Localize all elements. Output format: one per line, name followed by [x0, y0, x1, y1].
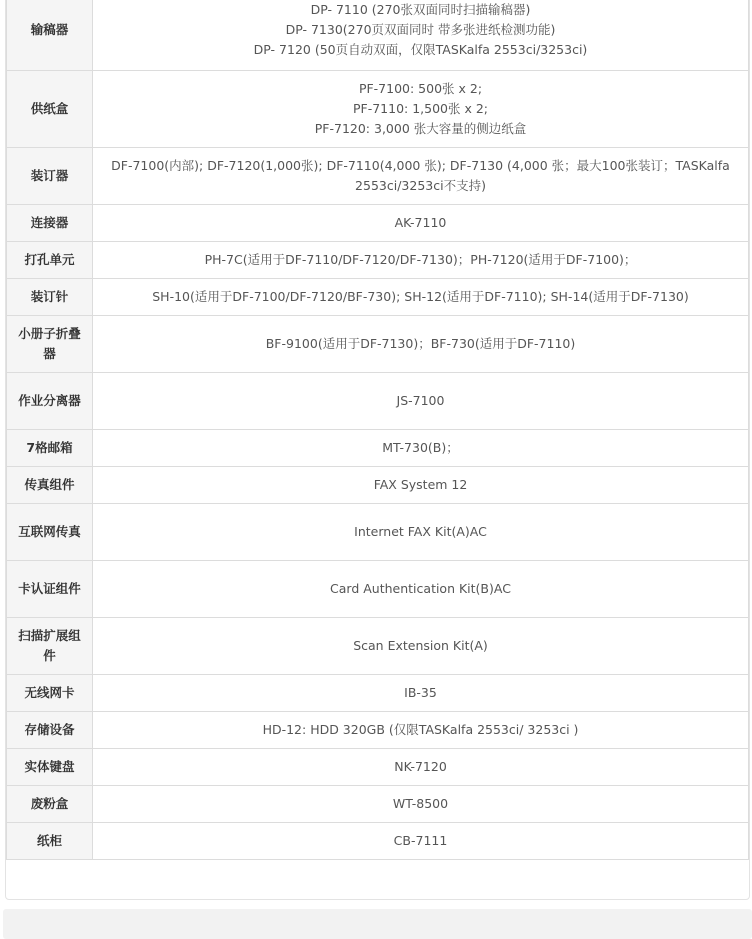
spec-row [7, 675, 749, 712]
spec-value-line: HD-12: HDD 320GB (仅限TASKalfa 2553ci/ 3253ci ) [262, 722, 579, 737]
spec-label: 装订器 [7, 148, 93, 205]
spec-label: 连接器 [7, 205, 93, 242]
spec-value-line: DF-7100(内部); DF-7120(1,000张); DF-7110(4,000 张); DF-7130 (4,000 张；最大100张装订；TASKalfa 2553ci/3253ci不支持) [111, 158, 730, 193]
spec-value-line: WT-8500 [392, 796, 449, 811]
spec-value [93, 279, 749, 316]
spec-value-line: DP- 7120 (50页自动双面，仅限TASKalfa 2553ci/3253ci) [253, 41, 588, 57]
spec-row [7, 618, 749, 675]
spec-value [93, 205, 749, 242]
footer-strip [3, 909, 752, 939]
spec-value-line: IB-35 [404, 685, 437, 700]
spec-row [7, 823, 749, 860]
spec-row [7, 148, 749, 205]
spec-value-line: AK-7110 [394, 215, 447, 230]
spec-row [7, 561, 749, 618]
spec-row [7, 504, 749, 561]
spec-value [93, 749, 749, 786]
spec-value-line: JS-7100 [396, 393, 445, 408]
spec-row [7, 467, 749, 504]
spec-row [7, 430, 749, 467]
spec-value [93, 786, 749, 823]
spec-value-line: PF-7120: 3,000 张大容量的侧边纸盒 [314, 121, 527, 136]
spec-value-line: SH-10(适用于DF-7100/DF-7120/BF-730); SH-12(适用于DF-7110); SH-14(适用于DF-7130) [152, 289, 689, 304]
spec-row [7, 279, 749, 316]
spec-label: 废粉盒 [7, 786, 93, 823]
spec-label: 卡认证组件 [7, 561, 93, 618]
spec-value [93, 430, 749, 467]
spec-label: 作业分离器 [7, 373, 93, 430]
spec-value [93, 823, 749, 860]
spec-row [7, 242, 749, 279]
spec-value [93, 373, 749, 430]
spec-label: 扫描扩展组件 [7, 618, 93, 675]
spec-value-line: FAX System 12 [373, 477, 468, 492]
spec-row [7, 373, 749, 430]
spec-label: 输稿器 [7, 0, 93, 71]
spec-label: 供纸盒 [7, 71, 93, 148]
spec-value [93, 242, 749, 279]
spec-row [7, 749, 749, 786]
spec-value [93, 148, 749, 205]
spec-label: 互联网传真 [7, 504, 93, 561]
spec-label: 装订针 [7, 279, 93, 316]
spec-row [7, 71, 749, 148]
spec-label: 7格邮箱 [7, 430, 93, 467]
spec-row [7, 0, 749, 71]
spec-value [93, 675, 749, 712]
spec-row [7, 786, 749, 823]
spec-label: 无线网卡 [7, 675, 93, 712]
spec-value [93, 467, 749, 504]
spec-value [93, 316, 749, 373]
spec-value [93, 561, 749, 618]
spec-value-line: DP- 7110 (270张双面同时扫描输稿器) [310, 1, 531, 17]
spec-value-line: DP- 7130(270页双面同时 带多张进纸检测功能) [285, 21, 556, 37]
spec-value [93, 504, 749, 561]
spec-value-line: NK-7120 [394, 759, 447, 774]
spec-value-line: PF-7110: 1,500张 x 2; [352, 101, 489, 116]
spec-label: 传真组件 [7, 467, 93, 504]
spec-value-line: Scan Extension Kit(A) [353, 638, 488, 653]
spec-row [7, 205, 749, 242]
spec-value [93, 0, 749, 71]
spec-value-line: BF-9100(适用于DF-7130)；BF-730(适用于DF-7110) [265, 336, 576, 351]
spec-row [7, 316, 749, 373]
spec-value-line: PH-7C(适用于DF-7110/DF-7120/DF-7130)；PH-7120(适用于DF-7100)； [204, 252, 637, 267]
spec-value-line: Card Authentication Kit(B)AC [330, 581, 511, 596]
spec-label: 存储设备 [7, 712, 93, 749]
spec-value [93, 712, 749, 749]
spec-table [6, 0, 749, 860]
spec-value-line: Internet FAX Kit(A)AC [354, 524, 487, 539]
spec-table-body [7, 0, 749, 860]
spec-label: 纸柜 [7, 823, 93, 860]
spec-value [93, 618, 749, 675]
spec-value-line: CB-7111 [393, 833, 448, 848]
spec-row [7, 712, 749, 749]
spec-value-line: MT-730(B)； [382, 440, 459, 455]
spec-value [93, 71, 749, 148]
spec-label: 小册子折叠器 [7, 316, 93, 373]
spec-value-line: PF-7100: 500张 x 2; [358, 81, 483, 96]
spec-label: 实体键盘 [7, 749, 93, 786]
spec-label: 打孔单元 [7, 242, 93, 279]
